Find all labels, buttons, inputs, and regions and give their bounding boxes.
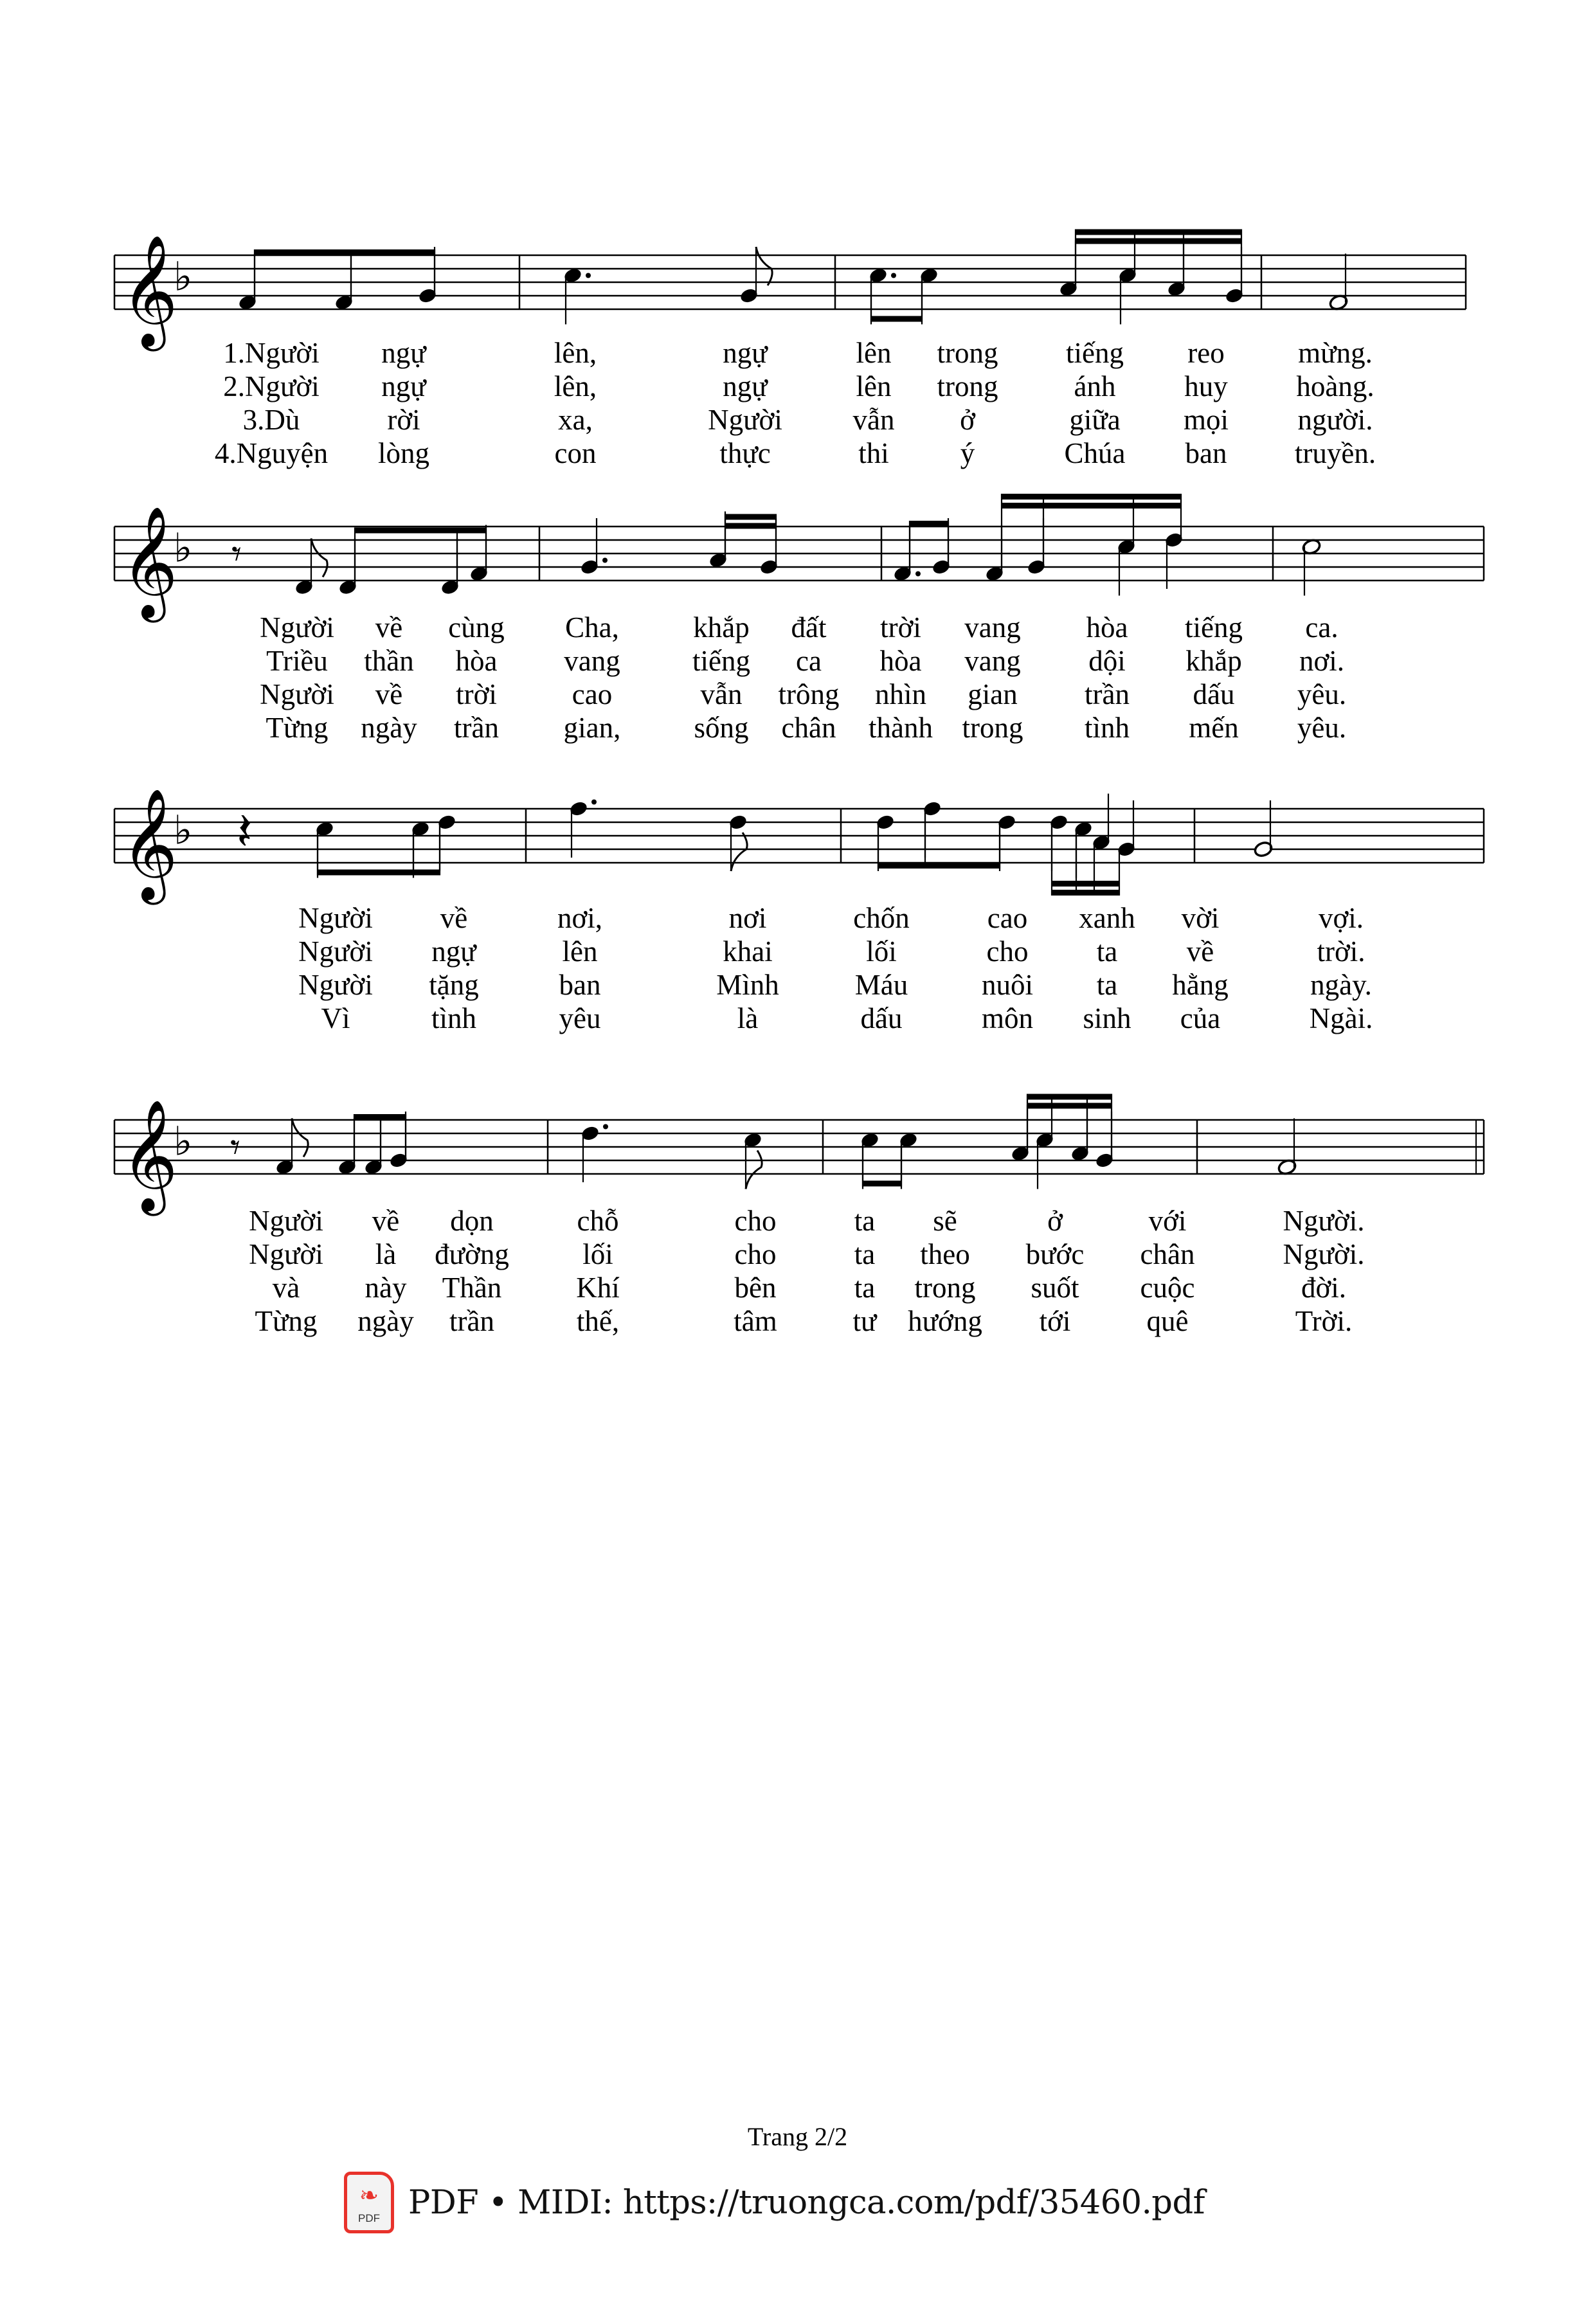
lyric-syllable: theo: [920, 1238, 970, 1270]
lyric-syllable: là: [375, 1238, 397, 1270]
lyric-syllable: Vì: [321, 1002, 350, 1034]
lyric-syllable: ngự: [723, 370, 768, 402]
lyric-syllable: trần: [454, 712, 499, 744]
lyric-syllable: mến: [1189, 712, 1239, 744]
lyric-syllable: ngày: [357, 1305, 414, 1337]
lyric-syllable: mọi: [1183, 404, 1229, 436]
lyric-syllable: Triều: [266, 645, 328, 677]
lyric-syllable: xa,: [558, 404, 593, 436]
beam: [725, 514, 776, 520]
beam: [1002, 494, 1181, 500]
lyric-syllable: lối: [582, 1238, 613, 1270]
lyric-syllable: yêu: [559, 1002, 601, 1034]
flag: [731, 833, 747, 871]
lyric-syllable: ánh: [1074, 370, 1116, 402]
lyric-syllable: khai: [723, 935, 773, 968]
treble-clef-icon: 𝄞: [121, 506, 178, 618]
lyric-syllable: mừng.: [1298, 337, 1373, 369]
lyric-syllable: cùng: [448, 611, 505, 644]
lyric-syllable: đời.: [1301, 1272, 1347, 1304]
lyric-syllable: đất: [791, 611, 827, 644]
lyric-syllable: cho: [734, 1205, 777, 1237]
beam: [1027, 1094, 1112, 1100]
key-signature-flat-icon: ♭: [174, 253, 193, 300]
lyric-syllable: ta: [1096, 969, 1118, 1001]
lyric-syllable: cho: [986, 935, 1029, 968]
lyric-syllable: chân: [781, 712, 836, 744]
lyric-syllable: ca.: [1305, 611, 1338, 644]
lyric-syllable: Người: [298, 969, 373, 1001]
lyric-syllable: trong: [914, 1272, 976, 1304]
eighth-rest-icon: 𝄾: [230, 1125, 240, 1170]
lyric-syllable: về: [1186, 935, 1214, 968]
lyric-syllable: dọn: [450, 1205, 494, 1237]
lyric-syllable: Cha,: [565, 611, 619, 644]
treble-clef-icon: 𝄞: [121, 235, 178, 347]
lyric-syllable: gian: [968, 678, 1018, 710]
dot: [603, 1124, 608, 1130]
lyric-syllable: Người.: [1283, 1238, 1365, 1270]
lyric-syllable: rời: [387, 404, 420, 436]
lyric-syllable: tâm: [734, 1305, 777, 1337]
lyric-syllable: của: [1180, 1002, 1221, 1034]
lyric-syllable: Người: [260, 611, 334, 644]
lyric-syllable: 2.Người: [223, 370, 320, 402]
lyric-syllable: người.: [1297, 404, 1373, 436]
beam: [871, 316, 922, 322]
beam: [1002, 503, 1181, 509]
lyric-syllable: bước: [1025, 1238, 1085, 1270]
lyric-syllable: thành: [869, 712, 933, 744]
lyric-syllable: ngày.: [1310, 969, 1372, 1001]
lyric-syllable: lên: [856, 337, 892, 369]
key-signature-flat-icon: ♭: [174, 1117, 193, 1165]
dot: [602, 558, 608, 563]
beam: [910, 521, 948, 527]
lyric-syllable: tiếng: [692, 645, 750, 677]
lyric-syllable: reo: [1187, 337, 1225, 369]
lyric-syllable: về: [375, 611, 403, 644]
beam: [1076, 239, 1241, 244]
lyric-syllable: vang: [964, 611, 1021, 644]
lyric-syllable: suốt: [1031, 1272, 1079, 1304]
lyric-syllable: Người: [298, 902, 373, 934]
lyric-syllable: Ngài.: [1309, 1002, 1373, 1034]
lyric-syllable: là: [737, 1002, 759, 1034]
lyric-syllable: tình: [431, 1002, 477, 1034]
beam: [255, 249, 435, 255]
lyric-syllable: nhìn: [874, 678, 927, 710]
lyric-syllable: ta: [854, 1205, 876, 1237]
lyric-syllable: ngày: [361, 712, 417, 744]
lyric-syllable: Người: [249, 1238, 323, 1270]
lyric-syllable: trời.: [1317, 935, 1365, 968]
beam: [318, 870, 440, 876]
lyric-syllable: lên: [856, 370, 892, 402]
lyric-syllable: vời: [1181, 902, 1220, 934]
lyric-syllable: lên,: [554, 370, 597, 402]
lyric-syllable: hướng: [908, 1305, 982, 1337]
lyric-syllable: ở: [1047, 1205, 1063, 1237]
lyric-syllable: ngự: [381, 370, 426, 402]
beam: [1027, 1103, 1112, 1109]
lyric-syllable: lên: [562, 935, 598, 968]
lyric-syllable: Thần: [442, 1272, 502, 1304]
lyric-syllable: khắp: [1185, 645, 1242, 677]
lyric-syllable: Mình: [716, 969, 779, 1001]
pdf-download-row[interactable]: [344, 2172, 1205, 2233]
lyric-syllable: về: [440, 902, 468, 934]
lyric-syllable: tiếng: [1185, 611, 1243, 644]
beam: [355, 528, 486, 534]
lyric-syllable: ý: [960, 437, 975, 469]
lyric-syllable: dấu: [1193, 678, 1235, 710]
flag: [292, 1119, 308, 1157]
lyric-syllable: vang: [564, 645, 620, 677]
lyric-syllable: giữa: [1069, 404, 1121, 436]
lyric-syllable: sẽ: [933, 1205, 957, 1237]
lyric-syllable: con: [554, 437, 597, 469]
pdf-icon-label: PDF: [358, 2212, 380, 2224]
lyric-syllable: trời: [880, 611, 921, 644]
dot: [915, 572, 921, 577]
lyric-syllable: Người: [260, 678, 334, 710]
dot: [891, 273, 896, 278]
lyric-syllable: dội: [1088, 645, 1126, 677]
lyric-syllable: yêu.: [1297, 712, 1347, 744]
dot: [586, 273, 591, 278]
key-signature-flat-icon: ♭: [174, 806, 193, 854]
lyric-syllable: chỗ: [577, 1205, 619, 1237]
lyric-syllable: 4.Nguyện: [214, 437, 329, 469]
lyric-syllable: nuôi: [981, 969, 1034, 1001]
beam: [1052, 881, 1119, 887]
lyric-syllable: vẫn: [852, 404, 895, 436]
lyric-syllable: về: [375, 678, 403, 710]
beam: [725, 523, 776, 529]
lyric-syllable: trong: [962, 712, 1023, 744]
lyric-syllable: cho: [734, 1238, 777, 1270]
lyric-syllable: nơi,: [557, 902, 603, 934]
lyric-syllable: 3.Dù: [242, 404, 300, 436]
pdf-file-icon[interactable]: [344, 2172, 394, 2233]
lyric-syllable: môn: [981, 1002, 1034, 1034]
lyric-syllable: thi: [858, 437, 889, 469]
lyric-syllable: thực: [719, 437, 771, 469]
lyric-syllable: nơi: [728, 902, 767, 934]
quarter-rest-icon: 𝄽: [237, 802, 253, 861]
beam: [1076, 230, 1241, 235]
lyric-syllable: chốn: [853, 902, 910, 934]
lyric-syllable: và: [272, 1272, 300, 1304]
lyric-syllable: hằng: [1172, 969, 1229, 1001]
lyric-syllable: Người: [249, 1205, 323, 1237]
lyric-syllable: tặng: [429, 969, 479, 1001]
acrobat-icon: ❧: [359, 2183, 379, 2209]
beam: [863, 1181, 901, 1187]
lyric-syllable: vang: [964, 645, 1021, 677]
lyric-syllable: xanh: [1079, 902, 1135, 934]
lyric-syllable: ngự: [381, 337, 426, 369]
lyric-syllable: với: [1148, 1205, 1187, 1237]
lyric-syllable: sinh: [1083, 1002, 1131, 1034]
lyric-syllable: ca: [796, 645, 822, 677]
lyric-syllable: chân: [1140, 1238, 1195, 1270]
lyric-syllable: trông: [778, 678, 840, 710]
treble-clef-icon: 𝄞: [121, 788, 178, 900]
lyric-syllable: huy: [1184, 370, 1228, 402]
lyric-syllable: thế,: [576, 1305, 620, 1337]
lyric-syllable: hòa: [1086, 611, 1128, 644]
lyric-syllable: khắp: [693, 611, 750, 644]
lyric-syllable: ta: [854, 1238, 876, 1270]
pdf-midi-link[interactable]: PDF • MIDI: https://truongca.com/pdf/35460.pdf: [408, 2183, 1205, 2222]
lyric-syllable: ngự: [431, 935, 476, 968]
key-signature-flat-icon: ♭: [174, 524, 193, 572]
lyric-syllable: về: [372, 1205, 400, 1237]
lyric-syllable: Từng: [266, 712, 329, 744]
lyric-syllable: quê: [1146, 1305, 1189, 1337]
lyric-syllable: lên,: [554, 337, 597, 369]
lyric-syllable: đường: [435, 1238, 509, 1270]
lyric-syllable: này: [365, 1272, 407, 1304]
lyric-syllable: lòng: [377, 437, 430, 469]
lyric-syllable: gian,: [563, 712, 621, 744]
lyric-syllable: thần: [364, 645, 414, 677]
lyric-syllable: hòa: [455, 645, 498, 677]
beam: [1052, 890, 1119, 896]
lyric-syllable: nơi.: [1299, 645, 1345, 677]
lyric-syllable: yêu.: [1297, 678, 1347, 710]
lyric-syllable: hoàng.: [1296, 370, 1374, 402]
flag: [311, 539, 327, 577]
lyric-syllable: dấu: [860, 1002, 903, 1034]
lyric-syllable: Người: [298, 935, 373, 968]
lyric-syllable: tình: [1084, 712, 1130, 744]
lyric-syllable: ở: [960, 404, 975, 436]
lyric-syllable: cao: [987, 902, 1028, 934]
lyric-syllable: ta: [1096, 935, 1118, 968]
lyric-syllable: Người: [708, 404, 782, 436]
lyric-syllable: 1.Người: [223, 337, 320, 369]
lyric-syllable: Từng: [255, 1305, 318, 1337]
lyric-syllable: ban: [1185, 437, 1227, 469]
lyric-syllable: trời: [456, 678, 497, 710]
lyric-syllable: Trời.: [1295, 1305, 1353, 1337]
flag: [756, 247, 772, 285]
page-number: Trang 2/2: [747, 2122, 848, 2151]
lyric-syllable: hòa: [879, 645, 922, 677]
lyric-syllable: Chúa: [1064, 437, 1126, 469]
lyric-syllable: Người.: [1283, 1205, 1365, 1237]
dot: [591, 800, 597, 805]
lyric-syllable: sống: [694, 712, 749, 744]
treble-clef-icon: 𝄞: [121, 1099, 178, 1211]
lyric-syllable: truyền.: [1294, 437, 1376, 469]
lyric-syllable: trong: [937, 370, 998, 402]
lyric-syllable: lối: [866, 935, 897, 968]
lyric-syllable: cuộc: [1140, 1272, 1195, 1304]
lyric-syllable: trong: [937, 337, 998, 369]
lyric-syllable: ban: [559, 969, 601, 1001]
lyric-syllable: Khí: [576, 1272, 620, 1304]
lyric-syllable: tới: [1039, 1305, 1071, 1337]
lyric-syllable: bên: [734, 1272, 777, 1304]
lyric-syllable: Máu: [854, 969, 908, 1001]
lyric-syllable: tư: [852, 1305, 877, 1337]
lyric-syllable: ngự: [723, 337, 768, 369]
beam: [354, 1114, 406, 1120]
eighth-rest-icon: 𝄾: [231, 532, 242, 577]
lyric-syllable: ta: [854, 1272, 876, 1304]
beam: [878, 863, 1000, 869]
lyric-syllable: cao: [572, 678, 613, 710]
lyric-syllable: trần: [1085, 678, 1130, 710]
lyric-syllable: tiếng: [1066, 337, 1124, 369]
lyric-syllable: vẫn: [700, 678, 743, 710]
flag: [746, 1151, 762, 1189]
lyric-syllable: vợi.: [1318, 902, 1364, 934]
lyric-syllable: trần: [449, 1305, 494, 1337]
